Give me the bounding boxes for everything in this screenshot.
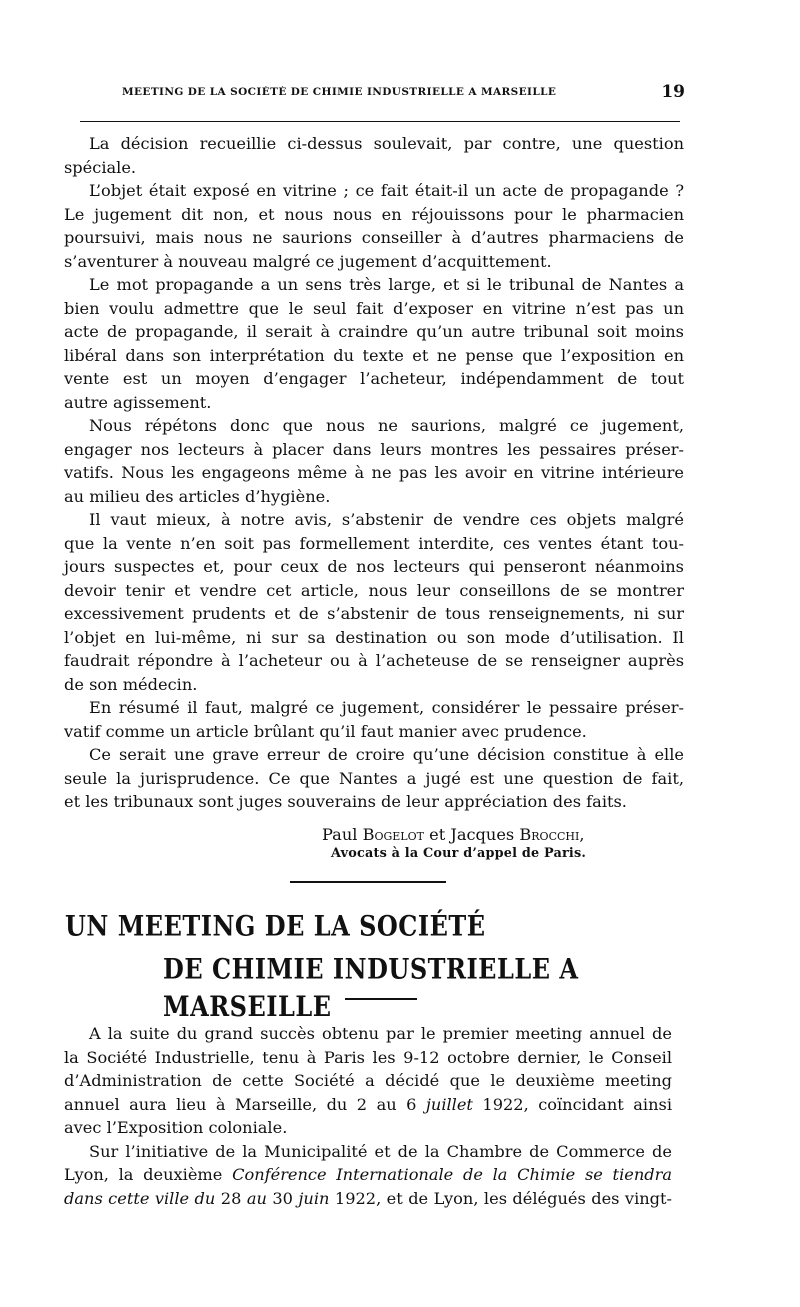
running-header-title: MEETING DE LA SOCIÉTÉ DE CHIMIE INDUSTRIELLE A MARSEILLE <box>122 86 557 98</box>
signature-affiliation: Avocats à la Cour d’appel de Paris. <box>331 846 587 861</box>
italic-run: juin <box>298 1188 330 1208</box>
text-run: 28 <box>215 1188 247 1208</box>
text-run: Lyon, la deuxième <box>64 1165 233 1184</box>
signature-comma: , <box>579 825 585 844</box>
text-run: 1922, coïncidant ainsi <box>472 1094 672 1114</box>
signature-first-name-1: Paul <box>322 825 363 844</box>
italic-run: dans cette ville du <box>64 1188 216 1208</box>
body-line: Nous répétons donc que nous ne saurions, malgré ce jugement, <box>89 416 684 435</box>
body-line: devoir tenir et vendre cet article, nous leur conseillons de se montrer <box>64 580 684 600</box>
body-line: excessivement prudents et de s’abstenir de tous renseignements, ni sur <box>64 604 684 623</box>
article-title-line-1: UN MEETING DE LA SOCIÉTÉ <box>65 908 486 943</box>
header-rule <box>80 121 680 122</box>
body-line: d’Administration de cette Société a décidé que le deuxième meeting <box>64 1071 672 1090</box>
article-body-legal <box>64 132 684 814</box>
body-line: Le mot propagande a un sens très large, et si le tribunal de Nantes a <box>89 275 684 294</box>
italic-run: Conférence Internationale de la Chimie se tiendra <box>232 1165 672 1184</box>
body-line: vente est un moyen d’engager l’acheteur, indépendamment de tout <box>64 369 684 388</box>
body-line: s’aventurer à nouveau malgré ce jugement d’acquittement. <box>64 251 552 271</box>
body-line: La décision recueillie ci-dessus soulevait, par contre, une question <box>89 134 684 153</box>
body-line: En résumé il faut, malgré ce jugement, considérer le pessaire préser- <box>89 698 684 717</box>
signature-surname-1: Bogelot <box>362 825 424 844</box>
body-line: Le jugement dit non, et nous nous en réjouissons pour le pharmacien <box>64 204 684 224</box>
body-line: Ce serait une grave erreur de croire qu’une décision constitue à elle <box>89 745 684 764</box>
body-line: bien voulu admettre que le seul fait d’exposer en vitrine n’est pas un <box>64 298 684 318</box>
body-line <box>64 1093 672 1117</box>
body-line: vatif comme un article brûlant qu’il faut manier avec prudence. <box>64 721 587 741</box>
italic-run: au <box>246 1188 267 1208</box>
body-line: poursuivi, mais nous ne saurions conseiller à d’autres pharmaciens de <box>64 228 684 247</box>
body-line: seule la jurisprudence. Ce que Nantes a jugé est une question de fait, <box>64 768 684 788</box>
body-line: spéciale. <box>64 157 137 177</box>
text-run: 1922, et de Lyon, les délégués des vingt- <box>329 1188 673 1208</box>
body-line: faudrait répondre à l’acheteur ou à l’acheteuse de se renseigner auprès <box>64 651 684 670</box>
signature-joiner: et Jacques <box>423 825 520 844</box>
body-line <box>64 1163 672 1187</box>
body-line: acte de propagande, il serait à craindre qu’un autre tribunal soit moins <box>64 322 684 341</box>
page-number: 19 <box>661 82 685 102</box>
body-line: A la suite du grand succès obtenu par le premier meeting annuel de <box>89 1024 672 1043</box>
title-rule <box>345 998 417 1000</box>
article-body-meeting <box>64 1022 672 1210</box>
body-line: Il vaut mieux, à notre avis, s’abstenir de vendre ces objets malgré <box>89 510 684 529</box>
body-line: libéral dans son interprétation du texte et ne pense que l’exposition en <box>64 345 684 365</box>
body-line: avec l’Exposition coloniale. <box>64 1118 288 1137</box>
body-line: que la vente n’en soit pas formellement interdite, ces ventes étant tou- <box>64 533 684 553</box>
body-line: au milieu des articles d’hygiène. <box>64 486 331 506</box>
body-line: la Société Industrielle, tenu à Paris les 9-12 octobre dernier, le Conseil <box>64 1047 672 1067</box>
body-line: vatifs. Nous les engageons même à ne pas les avoir en vitrine intérieure <box>64 463 684 482</box>
body-line: autre agissement. <box>64 392 212 412</box>
body-line: et les tribunaux sont juges souverains de leur appréciation des faits. <box>64 792 627 811</box>
body-line: jours suspectes et, pour ceux de nos lecteurs qui penseront néanmoins <box>64 557 684 576</box>
article-title-line-2: DE CHIMIE INDUSTRIELLE A MARSEILLE <box>163 951 579 1024</box>
body-line <box>64 1187 672 1211</box>
body-line: l’objet en lui-même, ni sur sa destination ou son mode d’utilisation. Il <box>64 627 684 647</box>
signature-names <box>322 823 622 847</box>
signature-surname-2: Brocchi <box>519 825 580 844</box>
body-line: engager nos lecteurs à placer dans leurs montres les pessaires préser- <box>64 439 684 459</box>
text-run: 30 <box>266 1188 299 1208</box>
body-line: Sur l’initiative de la Municipalité et de la Chambre de Commerce de <box>89 1141 672 1161</box>
body-line: L’objet était exposé en vitrine ; ce fait était-il un acte de propagande ? <box>89 181 684 200</box>
italic-run: juillet <box>425 1094 473 1114</box>
section-divider <box>290 881 446 883</box>
text-run: annuel aura lieu à Marseille, du 2 au 6 <box>64 1094 426 1114</box>
body-line: de son médecin. <box>64 674 198 694</box>
